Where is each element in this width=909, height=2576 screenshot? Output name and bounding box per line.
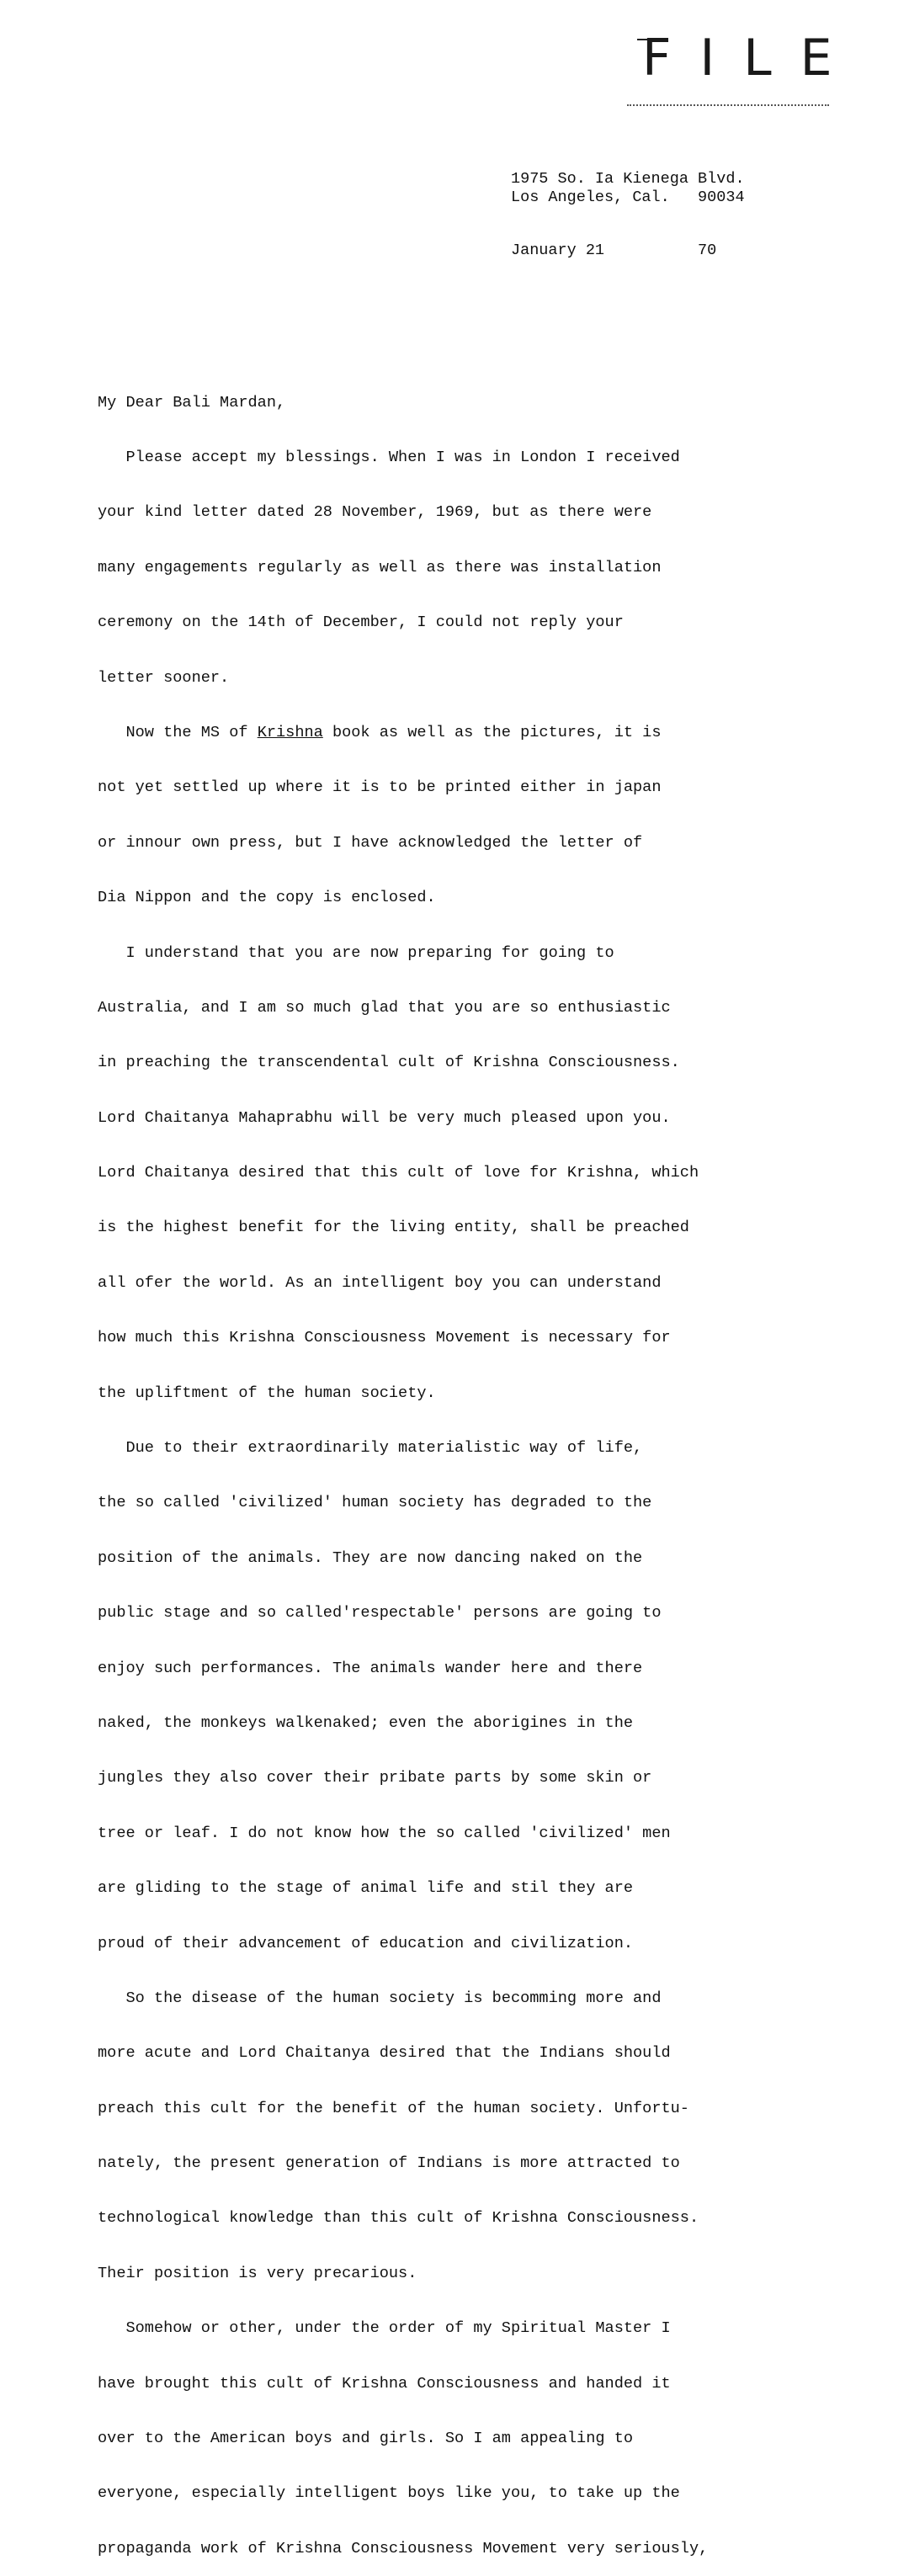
letter-body bbox=[98, 357, 838, 2576]
letter-line: jungles they also cover their pribate parts by some skin or bbox=[98, 1769, 652, 1787]
book-title-underlined: Krishna bbox=[257, 723, 323, 741]
letter-line: everyone, especially intelligent boys like you, to take up the bbox=[98, 2484, 680, 2503]
letter-line: many engagements regularly as well as there was installation bbox=[98, 558, 662, 576]
letter-line: So the disease of the human society is becomming more and bbox=[98, 1989, 662, 2007]
letter-line: the so called 'civilized' human society has degraded to the bbox=[98, 1494, 652, 1512]
letter-line: enjoy such performances. The animals wander here and there bbox=[98, 1659, 643, 1677]
sender-address bbox=[511, 169, 745, 206]
letter-line: how much this Krishna Consciousness Movement is necessary for bbox=[98, 1329, 671, 1347]
letter-line: Lord Chaitanya Mahaprabhu will be very much pleased upon you. bbox=[98, 1108, 671, 1127]
letter-line: preach this cult for the benefit of the human society. Unfortu- bbox=[98, 2099, 689, 2117]
letter-line: Somehow or other, under the order of my Spiritual Master I bbox=[98, 2319, 671, 2338]
letter-line: naked, the monkeys walkenaked; even the aborigines in the bbox=[98, 1713, 634, 1732]
letter-line: proud of their advancement of education and civilization. bbox=[98, 1934, 634, 1952]
stamp-underline bbox=[627, 104, 829, 106]
letter-line: letter sooner. bbox=[98, 668, 230, 687]
letter-line: Please accept my blessings. When I was in London I received bbox=[98, 448, 680, 466]
letter-line: have brought this cult of Krishna Consciousness and handed it bbox=[98, 2374, 671, 2393]
letter-line: public stage and so called'respectable' persons are going to bbox=[98, 1604, 662, 1623]
letter-line: over to the American boys and girls. So I am appealing to bbox=[98, 2430, 634, 2448]
ms-line-rest: book as well as the pictures, it is bbox=[322, 723, 662, 741]
letter-line: tree or leaf. I do not know how the so called 'civilized' men bbox=[98, 1824, 671, 1842]
letter-line: in preaching the transcendental cult of Krishna Consciousness. bbox=[98, 1054, 680, 1072]
letter-line: technological knowledge than this cult of Krishna Consciousness. bbox=[98, 2209, 699, 2228]
address-line-1: 1975 So. Ia Kienega Blvd. bbox=[511, 170, 745, 188]
letter-date: January 21 70 bbox=[511, 242, 717, 259]
letter-line: Their position is very precarious. bbox=[98, 2264, 417, 2282]
letter-line: are gliding to the stage of animal life and stil they are bbox=[98, 1879, 634, 1898]
letter-line: more acute and Lord Chaitanya desired that the Indians should bbox=[98, 2044, 671, 2063]
letter-line: Lord Chaitanya desired that this cult of love for Krishna, which bbox=[98, 1164, 699, 1182]
letter-line: Dia Nippon and the copy is enclosed. bbox=[98, 889, 436, 907]
salutation: My Dear Bali Mardan, bbox=[98, 393, 286, 412]
letter-line: all ofer the world. As an intelligent boy you can understand bbox=[98, 1273, 662, 1292]
letter-line: propaganda work of Krishna Consciousness Movement very seriously, bbox=[98, 2539, 709, 2557]
file-stamp-label: FILE bbox=[642, 29, 861, 88]
letter-line: nately, the present generation of Indians is more attracted to bbox=[98, 2154, 680, 2173]
letter-line: not yet settled up where it is to be printed either in japan bbox=[98, 778, 662, 797]
letter-line: ceremony on the 14th of December, I could not reply your bbox=[98, 613, 624, 632]
letter-line: I understand that you are now preparing for going to bbox=[98, 943, 614, 962]
file-stamp bbox=[627, 24, 861, 99]
letter-line: the upliftment of the human society. bbox=[98, 1384, 436, 1402]
letter-line-ms bbox=[98, 724, 838, 742]
letter-line: Due to their extraordinarily materialistic way of life, bbox=[98, 1439, 643, 1458]
letter-line: is the highest benefit for the living entity, shall be preached bbox=[98, 1219, 689, 1237]
address-line-2: Los Angeles, Cal. 90034 bbox=[511, 188, 745, 206]
letter-line: your kind letter dated 28 November, 1969, but as there were bbox=[98, 503, 652, 522]
letter-line: position of the animals. They are now dancing naked on the bbox=[98, 1548, 643, 1567]
letter-line: Australia, and I am so much glad that you are so enthusiastic bbox=[98, 998, 671, 1017]
letter-line: or innour own press, but I have acknowledged the letter of bbox=[98, 833, 643, 852]
ms-line-start: Now the MS of bbox=[98, 723, 258, 741]
